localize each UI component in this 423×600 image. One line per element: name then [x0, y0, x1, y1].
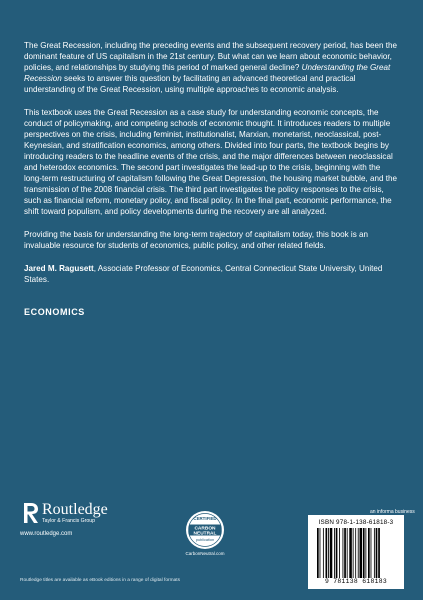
book-title-italic: Understanding the Great Recession — [24, 63, 391, 83]
logo-wordmark — [42, 501, 108, 525]
carbon-neutral-seal-icon — [185, 510, 225, 550]
barcode-stripe — [344, 528, 346, 578]
blurb-text: The Great Recession, including the preceding events and the subsequent recovery period, has been the dominant feature of US capitalism in the 21st century. But what can we learn about economic behavior, policies, and relationships by studying this period of marked general decline? — [24, 41, 398, 72]
barcode-stripe — [365, 528, 366, 578]
barcode-stripe — [326, 528, 328, 578]
isbn-barcode-box — [308, 515, 404, 589]
author-affiliation: , Associate Professor of Economics, Central Connecticut State University, United States. — [24, 264, 383, 284]
ebook-note: Routledge titles are available as eBook editions in a range of digital formats — [20, 578, 180, 583]
blurb-paragraph-2: This textbook uses the Great Recession as a case study for understanding economic concepts, the conduct of policymaking, and competing schools of economic thought. It introduces readers to multiple perspectives on the crisis, including feminist, institutionalist, Marxian, monetarist, neoclassical, post-Keynesian, and stratification economics, among others. Divided into four parts, the textbook begins by introducing readers to the headline events of the crisis, and the major differences between neoclassical and heterodox economics. The second part investigates the lead-up to the crisis, beginning with the long-term restructuring of capitalism following the Great Depression, the housing market bubble, and the transmission of the 2008 financial crisis. The third part investigates the policy responses to the crisis, such as financial reform, monetary policy, and fiscal policy. In the final part, economic performance, the shift toward populism, and policy developments during the recovery are all analyzed. — [24, 108, 397, 216]
barcode-stripe — [371, 528, 372, 578]
barcode-stripe — [323, 528, 324, 578]
barcode-stripe — [343, 528, 344, 578]
neutral-word: NEUTRAL — [193, 531, 217, 537]
cover-text — [24, 40, 400, 317]
barcode-stripe — [358, 528, 359, 578]
blurb-paragraph-3: Providing the basis for understanding the long-term trajectory of capitalism today, this book is an invaluable resource for students of economics, public policy, and other related fields. — [24, 230, 369, 250]
isbn-label: ISBN 978-1-138-61818-3 — [318, 519, 394, 526]
barcode-stripe — [317, 528, 319, 578]
routledge-r-icon — [20, 500, 42, 526]
publisher-block — [20, 500, 108, 537]
barcode-stripe — [336, 528, 338, 578]
carbon-neutral-badge — [181, 510, 229, 556]
barcode-stripe — [368, 528, 370, 578]
barcode-stripe — [363, 528, 365, 578]
barcode-stripe — [355, 528, 356, 578]
barcode-stripe — [320, 528, 321, 578]
carbon-publication-text: publication — [195, 538, 215, 542]
blurb-paragraph-1 — [24, 40, 400, 95]
barcode-stripe — [376, 528, 378, 578]
barcode-stripe — [339, 528, 340, 578]
barcode-stripe — [378, 528, 380, 578]
barcode-stripe — [330, 528, 333, 578]
barcode-stripe — [360, 528, 363, 578]
barcode-stripe — [334, 528, 335, 578]
barcode-icon — [316, 528, 400, 578]
barcode-stripe — [347, 528, 348, 578]
barcode-stripe — [353, 528, 354, 578]
author-bio — [24, 263, 400, 285]
carbon-word: CARBON — [194, 526, 216, 532]
carbon-certified-text: CERTIFIED — [193, 516, 217, 521]
blurb-text: seeks to answer this question by facilitating an advanced theoretical and practical understanding of the Great Recession, using multiple approaches to economic analysis. — [24, 74, 356, 94]
carbon-site: CarbonNeutral.com — [185, 551, 225, 556]
barcode-stripe — [374, 528, 375, 578]
publisher-group: Taylor & Francis Group — [42, 518, 96, 524]
publisher-name: Routledge — [42, 501, 108, 518]
barcode-stripe — [349, 528, 352, 578]
routledge-logo — [20, 500, 108, 526]
author-name: Jared M. Ragusett — [24, 264, 94, 273]
publisher-url: www.routledge.com — [20, 531, 73, 537]
barcode-stripe — [328, 528, 329, 578]
informa-note: an informa business — [370, 509, 415, 515]
barcode-digits: 9 781138 618183 — [324, 578, 388, 585]
subject-category: ECONOMICS — [24, 307, 85, 317]
